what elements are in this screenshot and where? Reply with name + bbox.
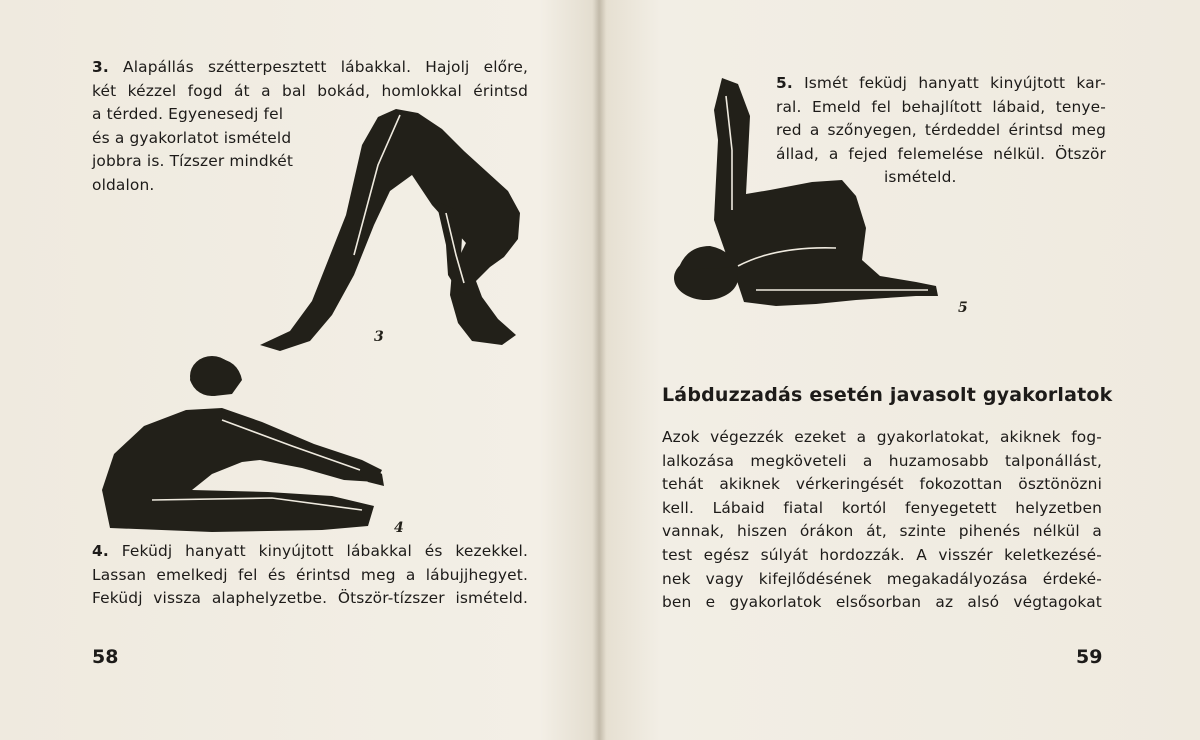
section-body-line-1: Azok végezzék ezeket a gyakorlatokat, akiknek fog- — [662, 428, 1102, 446]
exercise-5-line-3: red a szőnyegen, térdeddel érintsd meg — [776, 121, 1106, 140]
figure-4-illustration — [92, 350, 422, 540]
exercise-5-line-4: állad, a fejed felemelése nélkül. Ötször — [776, 144, 1106, 163]
page-number-left: 58 — [92, 646, 119, 668]
section-body — [662, 426, 1102, 615]
section-body-line-4: kell. Lábaid fiatal kortól fenyegetett helyzetben — [662, 498, 1102, 517]
section-body-line-6: test egész súlyát hordozzák. A visszér keletkezésé- — [662, 545, 1102, 564]
exercise-4-line-1: 4. Feküdj hanyatt kinyújtott lábakkal és kezekkel. — [92, 542, 528, 560]
exercise-5-line-5: ismételd. — [884, 168, 957, 187]
exercise-5-text — [776, 72, 1106, 190]
exercise-3-line-2: két kézzel fogd át a bal bokád, homlokkal érintsd — [92, 81, 528, 100]
exercise-3-line-1: 3. Alapállás szétterpesztett lábakkal. Hajolj előre, — [92, 58, 528, 76]
figure-4-label: 4 — [394, 520, 404, 536]
page-number-right: 59 — [1076, 646, 1103, 668]
section-body-line-2: lalkozása megköveteli a huzamosabb talponállást, — [662, 451, 1102, 470]
exercise-3-line-6: oldalon. — [92, 175, 155, 194]
left-page — [0, 0, 596, 740]
figure-5-label: 5 — [958, 300, 968, 316]
exercise-3-line-4: és a gyakorlatot ismételd — [92, 128, 292, 147]
exercise-5-line-1: 5. Ismét feküdj hanyatt kinyújtott kar- — [776, 74, 1106, 92]
exercise-4-line-2: Lassan emelkedj fel és érintsd meg a lábujjhegyet. — [92, 565, 528, 584]
exercise-3-line-5: jobbra is. Tízszer mindkét — [92, 152, 294, 171]
section-body-line-7: nek vagy kifejlődésének megakadályozása érdeké- — [662, 569, 1102, 588]
section-body-line-5: vannak, hiszen órákon át, szinte pihenés nélkül a — [662, 522, 1102, 541]
section-body-line-8: ben e gyakorlatok elsősorban az alsó végtagokat — [662, 593, 1102, 612]
exercise-4-line-3: Feküdj vissza alaphelyzetbe. Ötször-tízszer ismételd. — [92, 589, 528, 608]
figure-3-label: 3 — [374, 329, 384, 345]
exercise-3-line-3: a térded. Egyenesedj fel — [92, 105, 284, 124]
exercise-3-number: 3. — [92, 58, 109, 76]
exercise-5-number: 5. — [776, 74, 793, 92]
right-page — [604, 0, 1200, 740]
section-body-line-3: tehát akiknek vérkeringését fokozottan ösztönözni — [662, 475, 1102, 494]
section-heading: Lábduzzadás esetén javasolt gyakorlatok — [662, 384, 1113, 406]
figure-3-illustration — [250, 105, 530, 355]
exercise-4-text — [92, 540, 528, 611]
exercise-4-number: 4. — [92, 542, 109, 560]
exercise-5-line-2: ral. Emeld fel behajlított lábaid, tenye- — [776, 97, 1106, 116]
